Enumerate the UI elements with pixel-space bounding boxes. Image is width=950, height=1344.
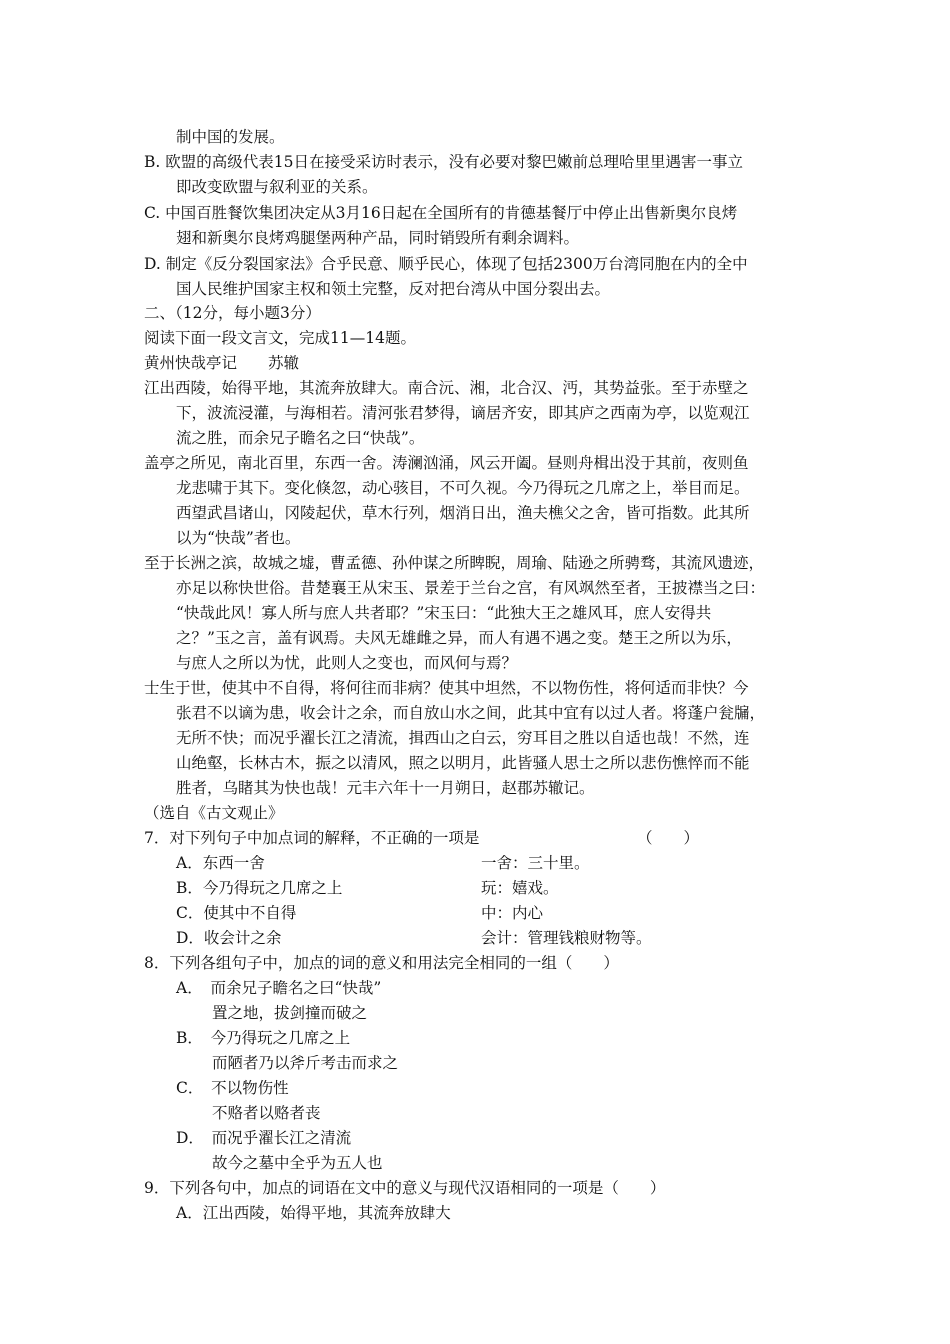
q6-option-c: C. 中国百胜餐饮集团决定从3月16日起在全国所有的肯德基餐厅中停止出售新奥尔良烤: [144, 204, 738, 222]
passage-p4-line: 胜者，乌睹其为快也哉！元丰六年十一月朔日，赵郡苏辙记。: [176, 779, 595, 797]
q6-option-b: B. 欧盟的高级代表15日在接受采访时表示，没有必要对黎巴嫩前总理哈里里遇害一事立: [144, 153, 743, 171]
passage-p3-line: 之？”玉之言，盖有讽焉。夫风无雄雌之异，而人有遇不遇之变。楚王之所以为乐，: [176, 629, 742, 647]
passage-title: 黄州快哉亭记 苏辙: [144, 354, 300, 372]
section-instruction: 阅读下面一段文言文，完成11—14题。: [144, 329, 416, 347]
q8-option-d-second: 故今之墓中全乎为五人也: [212, 1154, 383, 1172]
q7-option-d: D．收会计之余: [176, 929, 282, 947]
q7-option-c-explanation: 中：内心: [481, 904, 544, 922]
passage-p4-line: 张君不以谪为患，收会计之余，而自放山水之间，此其中宜有以过人者。将蓬户瓮牖，: [176, 704, 766, 722]
passage-p2-line: 以为“快哉”者也。: [176, 529, 301, 547]
q8-option-d: D． 而况乎濯长江之清流: [176, 1129, 352, 1147]
passage-source: （选自《古文观止》: [144, 804, 284, 822]
q7-option-b-explanation: 玩：嬉戏。: [481, 879, 559, 897]
passage-p4-line: 士生于世，使其中不自得，将何往而非病？使其中坦然，不以物伤性，将何适而非快？今: [144, 679, 749, 697]
q6-option-a-continuation: 制中国的发展。: [176, 128, 285, 146]
section-header: 二、（12分，每小题3分）: [144, 304, 321, 322]
passage-p1-line: 江出西陵，始得平地，其流奔放肆大。南合沅、湘，北合汉、沔，其势益张。至于赤壁之: [144, 379, 749, 397]
q7-option-a-explanation: 一舍：三十里。: [481, 854, 590, 872]
passage-p2-line: 盖亭之所见，南北百里，东西一舍。涛澜汹涌，风云开阖。昼则舟楫出没于其前，夜则鱼: [144, 454, 749, 472]
q6-option-d-continuation: 国人民维护国家主权和领土完整，反对把台湾从中国分裂出去。: [176, 280, 611, 298]
passage-p3-line: 亦足以称快世俗。昔楚襄王从宋玉、景差于兰台之宫，有风飒然至者，王披襟当之曰：: [176, 579, 766, 597]
q8-option-c: C． 不以物伤性: [176, 1079, 289, 1097]
q6-option-c-continuation: 翅和新奥尔良烤鸡腿堡两种产品，同时销毁所有剩余调料。: [176, 229, 580, 247]
q6-option-d: D. 制定《反分裂国家法》合乎民意、顺乎民心，体现了包括2300万台湾同胞在内的全中: [144, 255, 748, 273]
passage-p2-line: 西望武昌诸山，冈陵起伏，草木行列，烟消日出，渔夫樵父之舍，皆可指数。此其所: [176, 504, 750, 522]
q8-option-c-second: 不赂者以赂者丧: [212, 1104, 321, 1122]
q8-option-a: A． 而余兄子瞻名之曰“快哉”: [176, 979, 382, 997]
q7-option-b: B．今乃得玩之几席之上: [176, 879, 343, 897]
q9-option-a: A．江出西陵，始得平地，其流奔放肆大: [176, 1204, 451, 1222]
q7-option-d-explanation: 会计：管理钱粮财物等。: [481, 929, 652, 947]
passage-p1-line: 下，波流浸灌，与海相若。清河张君梦得，谪居齐安，即其庐之西南为亭，以览观江: [176, 404, 750, 422]
passage-p3-line: 与庶人之所以为忧，此则人之变也，而风何与焉？: [176, 654, 518, 672]
passage-p1-line: 流之胜，而余兄子瞻名之曰“快哉”。: [176, 429, 425, 447]
passage-p3-line: 至于长洲之滨，故城之墟，曹孟德、孙仲谋之所睥睨，周瑜、陆逊之所骋骛，其流风遗迹，: [144, 554, 765, 572]
q6-option-b-continuation: 即改变欧盟与叙利亚的关系。: [176, 178, 378, 196]
q8-stem: 8．下列各组句子中，加点的词的意义和用法完全相同的一组（ ）: [144, 954, 619, 972]
q7-stem: 7．对下列句子中加点词的解释，不正确的一项是: [144, 829, 480, 847]
q9-stem: 9．下列各句中，加点的词语在文中的意义与现代汉语相同的一项是（ ）: [144, 1179, 666, 1197]
passage-p4-line: 无所不快；而况乎濯长江之清流，揖西山之白云，穷耳目之胜以自适也哉！不然，连: [176, 729, 750, 747]
q7-answer-paren: （ ）: [637, 829, 700, 847]
q8-option-a-second: 置之地，拔剑撞而破之: [212, 1004, 368, 1022]
q7-option-a: A．东西一舍: [176, 854, 265, 872]
q8-option-b: B． 今乃得玩之几席之上: [176, 1029, 351, 1047]
passage-p3-line: “快哉此风！寡人所与庶人共者耶？”宋玉曰：“此独大王之雄风耳，庶人安得共: [176, 604, 712, 622]
passage-p2-line: 龙悲啸于其下。变化倏忽，动心骇目，不可久视。今乃得玩之几席之上，举目而足。: [176, 479, 750, 497]
passage-p4-line: 山绝壑，长林古木，振之以清风，照之以明月，此皆骚人思士之所以悲伤憔悴而不能: [176, 754, 750, 772]
q7-option-c: C．使其中不自得: [176, 904, 297, 922]
q8-option-b-second: 而陋者乃以斧斤考击而求之: [212, 1054, 399, 1072]
